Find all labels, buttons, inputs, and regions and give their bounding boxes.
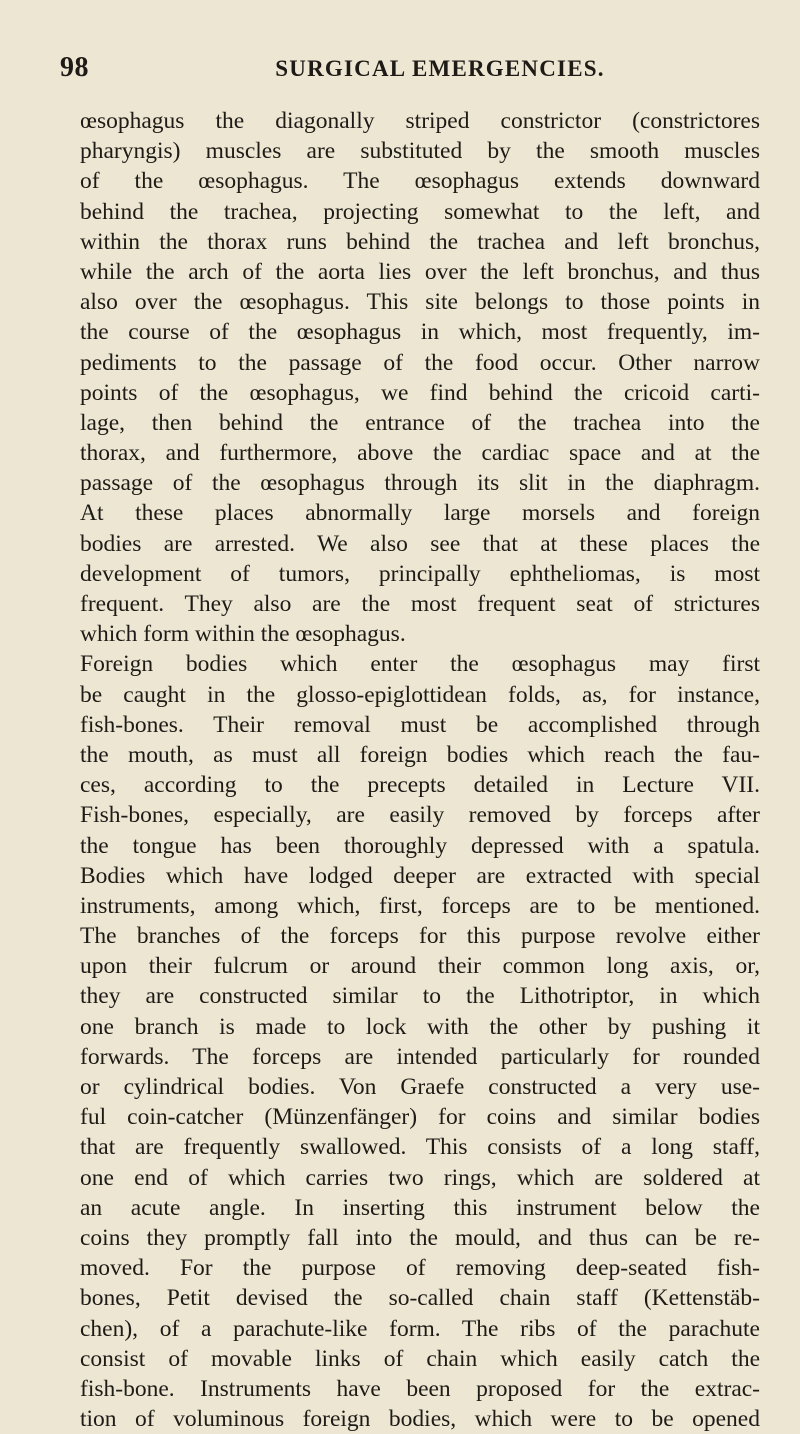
text-line: within the thorax runs behind the trachea and left bronchus, [80,228,760,255]
text-line: development of tumors, principally ephtheliomas, is most [80,560,760,587]
text-line: of the œsophagus. The œsophagus extends downward [80,168,760,195]
text-line: Bodies which have lodged deeper are extracted with special [80,862,760,889]
page-header [60,52,760,88]
text-line: passage of the œsophagus through its slit in the diaphragm. [80,470,760,497]
text-line: lage, then behind the entrance of the trachea into the [80,409,760,436]
text-line: chen), of a parachute-like form. The ribs of the parachute [80,1315,760,1342]
running-title: SURGICAL EMERGENCIES. [275,56,605,81]
body-text [80,106,760,1434]
text-line: coins they promptly fall into the mould, and thus can be re- [80,1224,760,1251]
text-line: ful coin-catcher (Münzenfänger) for coins and similar bodies [80,1104,760,1131]
text-line: fish-bone. Instruments have been proposed for the extrac- [80,1375,760,1402]
text-line: that are frequently swallowed. This consists of a long staff, [80,1134,760,1161]
text-line: one end of which carries two rings, which are soldered at [80,1164,760,1191]
text-line: bodies are arrested. We also see that at these places the [80,530,760,557]
text-line: tion of voluminous foreign bodies, which were to be opened [80,1406,760,1433]
page-number: 98 [60,52,89,83]
text-line: be caught in the glosso-epiglottidean folds, as, for instance, [80,681,760,708]
text-line: Fish-bones, especially, are easily removed by forceps after [80,802,760,829]
text-line: the tongue has been thoroughly depressed with a spatula. [80,832,760,859]
text-line: forwards. The forceps are intended particularly for rounded [80,1043,760,1070]
text-line: they are constructed similar to the Lithotriptor, in which [80,983,760,1010]
text-line: thorax, and furthermore, above the cardiac space and at the [80,440,760,467]
text-line: consist of movable links of chain which easily catch the [80,1345,760,1372]
text-line: the mouth, as must all foreign bodies which reach the fau- [80,741,760,768]
text-line: while the arch of the aorta lies over the left bronchus, and thus [80,258,760,285]
text-line: upon their fulcrum or around their common long axis, or, [80,953,760,980]
text-line: or cylindrical bodies. Von Graefe constructed a very use- [80,1074,760,1100]
text-line: points of the œsophagus, we find behind the cricoid carti- [80,379,760,406]
text-line: behind the trachea, projecting somewhat to the left, and [80,198,760,225]
text-line: The branches of the forceps for this purpose revolve either [80,923,760,950]
text-line: instruments, among which, first, forceps are to be mentioned. [80,892,760,919]
text-line: an acute angle. In inserting this instrument below the [80,1194,760,1221]
text-line: bones, Petit devised the so-called chain staff (Kettenstäb- [80,1285,760,1312]
text-line: œsophagus the diagonally striped constrictor (constrictores [80,108,760,134]
text-line: which form within the œsophagus. [80,621,406,648]
text-line: moved. For the purpose of removing deep-seated fish- [80,1255,760,1282]
text-line: also over the œsophagus. This site belongs to those points in [80,289,760,316]
text-line: pediments to the passage of the food occur. Other narrow [80,349,760,376]
text-line: pharyngis) muscles are substituted by the smooth muscles [80,138,760,165]
text-line: fish-bones. Their removal must be accomplished through [80,711,760,738]
text-line: Foreign bodies which enter the œsophagus may first [80,651,760,678]
text-line: one branch is made to lock with the other by pushing it [80,1013,760,1040]
text-line: the course of the œsophagus in which, most frequently, im- [80,319,760,346]
text-line: ces, according to the precepts detailed in Lecture VII. [80,772,760,799]
text-line: frequent. They also are the most frequent seat of strictures [80,591,760,617]
text-line: At these places abnormally large morsels and foreign [80,500,760,527]
